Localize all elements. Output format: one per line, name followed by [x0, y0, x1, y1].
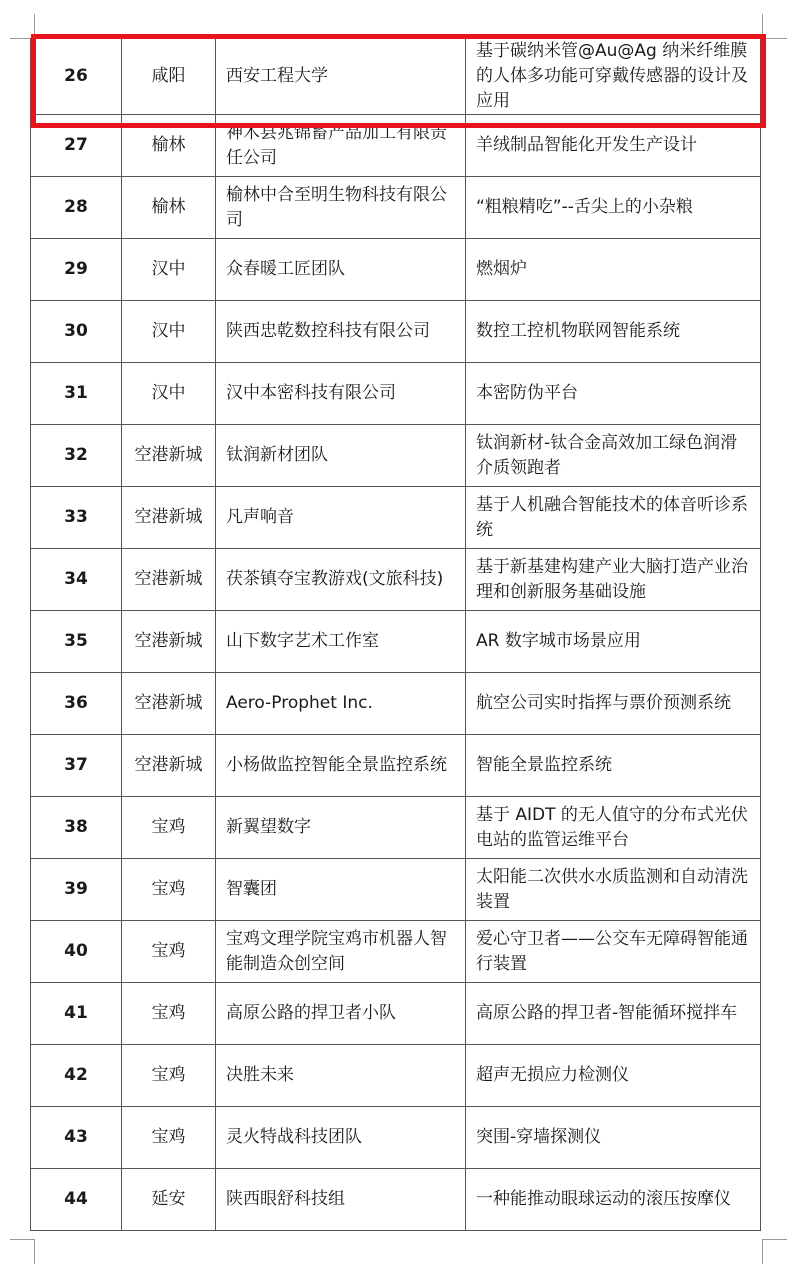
row-number: 42 — [31, 1045, 122, 1107]
row-organization: 灵火特战科技团队 — [216, 1107, 466, 1169]
table-row — [31, 797, 761, 859]
row-city: 宝鸡 — [122, 859, 216, 921]
row-organization: 新翼望数字 — [216, 797, 466, 859]
row-project: 数控工控机物联网智能系统 — [466, 301, 761, 363]
row-number: 40 — [31, 921, 122, 983]
row-organization: 决胜未来 — [216, 1045, 466, 1107]
row-number: 34 — [31, 549, 122, 611]
table-row — [31, 1045, 761, 1107]
row-number: 28 — [31, 177, 122, 239]
table-row — [31, 301, 761, 363]
row-city: 空港新城 — [122, 425, 216, 487]
row-number: 38 — [31, 797, 122, 859]
row-number: 33 — [31, 487, 122, 549]
row-organization: 神木县兆锦畜产品加工有限责任公司 — [216, 115, 466, 177]
row-city: 宝鸡 — [122, 1107, 216, 1169]
row-number: 37 — [31, 735, 122, 797]
row-organization: 钛润新材团队 — [216, 425, 466, 487]
row-city: 空港新城 — [122, 487, 216, 549]
row-city: 咸阳 — [122, 39, 216, 115]
row-project: AR 数字城市场景应用 — [466, 611, 761, 673]
row-project: 爱心守卫者——公交车无障碍智能通行装置 — [466, 921, 761, 983]
crop-mark-bottom-left — [10, 1239, 35, 1264]
row-number: 30 — [31, 301, 122, 363]
row-number: 26 — [31, 39, 122, 115]
table-row — [31, 549, 761, 611]
row-project: 羊绒制品智能化开发生产设计 — [466, 115, 761, 177]
row-number: 32 — [31, 425, 122, 487]
row-organization: 西安工程大学 — [216, 39, 466, 115]
row-project: “粗粮精吃”--舌尖上的小杂粮 — [466, 177, 761, 239]
row-city: 榆林 — [122, 177, 216, 239]
row-city: 空港新城 — [122, 549, 216, 611]
row-project: 基于碳纳米管@Au@Ag 纳米纤维膜的人体多功能可穿戴传感器的设计及应用 — [466, 39, 761, 115]
table-row — [31, 859, 761, 921]
row-organization: Aero-Prophet Inc. — [216, 673, 466, 735]
row-number: 39 — [31, 859, 122, 921]
crop-mark-bottom-right — [762, 1239, 787, 1264]
row-organization: 凡声响音 — [216, 487, 466, 549]
project-table — [30, 38, 761, 1231]
row-project: 本密防伪平台 — [466, 363, 761, 425]
row-city: 汉中 — [122, 363, 216, 425]
row-project: 航空公司实时指挥与票价预测系统 — [466, 673, 761, 735]
table-row — [31, 1107, 761, 1169]
table-row — [31, 487, 761, 549]
row-number: 41 — [31, 983, 122, 1045]
row-city: 榆林 — [122, 115, 216, 177]
table-row — [31, 239, 761, 301]
row-city: 空港新城 — [122, 673, 216, 735]
row-city: 宝鸡 — [122, 921, 216, 983]
table-row — [31, 115, 761, 177]
row-organization: 陕西眼舒科技组 — [216, 1169, 466, 1231]
row-organization: 陕西忠乾数控科技有限公司 — [216, 301, 466, 363]
row-city: 空港新城 — [122, 735, 216, 797]
row-project: 高原公路的捍卫者-智能循环搅拌车 — [466, 983, 761, 1045]
table-row — [31, 39, 761, 115]
row-project: 超声无损应力检测仪 — [466, 1045, 761, 1107]
row-project: 一种能推动眼球运动的滚压按摩仪 — [466, 1169, 761, 1231]
row-organization: 智囊团 — [216, 859, 466, 921]
row-project: 钛润新材-钛合金高效加工绿色润滑介质领跑者 — [466, 425, 761, 487]
row-city: 空港新城 — [122, 611, 216, 673]
row-number: 29 — [31, 239, 122, 301]
row-organization: 宝鸡文理学院宝鸡市机器人智能制造众创空间 — [216, 921, 466, 983]
table-row — [31, 177, 761, 239]
row-organization: 众春暖工匠团队 — [216, 239, 466, 301]
row-organization: 茯茶镇夺宝教游戏(文旅科技) — [216, 549, 466, 611]
row-organization: 汉中本密科技有限公司 — [216, 363, 466, 425]
row-number: 36 — [31, 673, 122, 735]
row-number: 44 — [31, 1169, 122, 1231]
row-project: 太阳能二次供水水质监测和自动清洗装置 — [466, 859, 761, 921]
table-row — [31, 425, 761, 487]
row-organization: 小杨做监控智能全景监控系统 — [216, 735, 466, 797]
row-number: 31 — [31, 363, 122, 425]
row-project: 基于人机融合智能技术的体音听诊系统 — [466, 487, 761, 549]
row-city: 延安 — [122, 1169, 216, 1231]
row-number: 35 — [31, 611, 122, 673]
row-city: 汉中 — [122, 301, 216, 363]
table-row — [31, 735, 761, 797]
table-row — [31, 363, 761, 425]
row-city: 宝鸡 — [122, 797, 216, 859]
crop-mark-top-left — [10, 14, 35, 39]
row-project: 基于新基建构建产业大脑打造产业治理和创新服务基础设施 — [466, 549, 761, 611]
row-project: 突围-穿墙探测仪 — [466, 1107, 761, 1169]
row-organization: 榆林中合至明生物科技有限公司 — [216, 177, 466, 239]
row-project: 基于 AIDT 的无人值守的分布式光伏电站的监管运维平台 — [466, 797, 761, 859]
row-city: 宝鸡 — [122, 983, 216, 1045]
crop-mark-top-right — [762, 14, 787, 39]
row-city: 宝鸡 — [122, 1045, 216, 1107]
table-row — [31, 611, 761, 673]
table-row — [31, 1169, 761, 1231]
row-number: 43 — [31, 1107, 122, 1169]
row-project: 燃烟炉 — [466, 239, 761, 301]
row-organization: 山下数字艺术工作室 — [216, 611, 466, 673]
table-row — [31, 673, 761, 735]
row-number: 27 — [31, 115, 122, 177]
row-project: 智能全景监控系统 — [466, 735, 761, 797]
row-organization: 高原公路的捍卫者小队 — [216, 983, 466, 1045]
table-row — [31, 983, 761, 1045]
row-city: 汉中 — [122, 239, 216, 301]
table-row — [31, 921, 761, 983]
